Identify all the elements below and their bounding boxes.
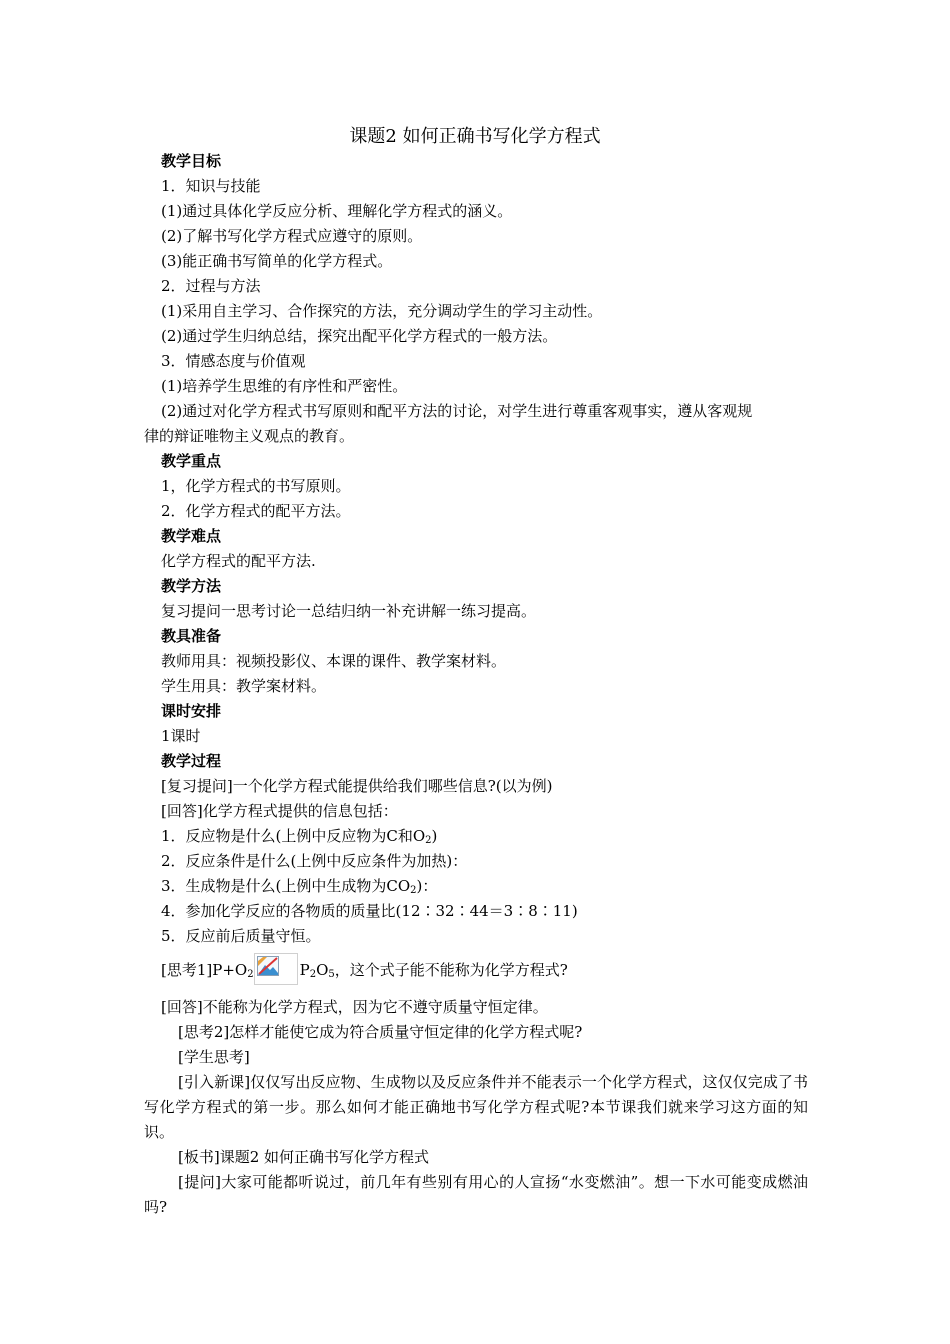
knowledge-item-2: (2)了解书写化学方程式应遵守的原则。 (161, 227, 423, 245)
info-item-1-close: ) (431, 827, 438, 845)
heading-teaching-goals: 教学目标 (161, 152, 222, 170)
answer-2: [回答]不能称为化学方程式，因为它不遵守质量守恒定律。 (161, 998, 548, 1016)
think1-subscript-5: 5 (328, 969, 335, 980)
info-item-3 (161, 875, 437, 897)
student-think: [学生思考] (178, 1048, 250, 1066)
think1-subscript-2: 2 (309, 969, 317, 980)
info-item-3-text: 3．生成物是什么(上例中生成物为CO (161, 877, 411, 895)
heading-process: 教学过程 (161, 752, 222, 770)
think1-product-p: P (299, 961, 310, 979)
info-item-1-subscript: 2 (425, 835, 432, 846)
info-item-3-close: )： (416, 877, 438, 895)
process-method-heading: 2．过程与方法 (161, 277, 261, 295)
knowledge-skills-heading: 1．知识与技能 (161, 177, 261, 195)
attitude-item-2-line2: 律的辩证唯物主义观点的教育。 (144, 427, 355, 445)
key-point-1: 1，化学方程式的书写原则。 (161, 477, 351, 495)
question-paragraph: [提问]大家可能都听说过，前几年有些别有用心的人宣扬“水变燃油”。想一下水可能变成燃油吗? (144, 1173, 808, 1216)
document-title: 课题2 如何正确书写化学方程式 (349, 126, 601, 147)
think1-subscript-o2: 2 (247, 969, 254, 980)
think-question-2: [思考2]怎样才能使它成为符合质量守恒定律的化学方程式呢? (178, 1023, 583, 1041)
think1-question-text: ，这个式子能不能称为化学方程式? (334, 961, 568, 979)
info-item-3-subscript: 2 (410, 885, 417, 896)
method-item: 复习提问一思考讨论一总结归纳一补充讲解一练习提高。 (161, 602, 537, 620)
difficulty-item: 化学方程式的配平方法. (161, 552, 316, 570)
process-item-1: (1)采用自主学习、合作探究的方法，充分调动学生的学习主动性。 (161, 302, 603, 320)
think1-formula-left: [思考1]P+O (161, 961, 248, 979)
think1-product-o: O (316, 961, 329, 979)
heading-methods: 教学方法 (161, 577, 222, 595)
heading-difficulties: 教学难点 (161, 527, 222, 545)
info-item-5: 5．反应前后质量守恒。 (161, 927, 321, 945)
process-item-2: (2)通过学生归纳总结，探究出配平化学方程式的一般方法。 (161, 327, 558, 345)
info-item-2: 2．反应条件是什么(上例中反应条件为加热)： (161, 852, 468, 870)
info-item-4: 4．参加化学反应的各物质的质量比(12∶32∶44＝3∶8∶11) (161, 902, 578, 920)
broken-image-icon (254, 953, 298, 985)
key-point-2: 2．化学方程式的配平方法。 (161, 502, 351, 520)
board-writing: [板书]课题2 如何正确书写化学方程式 (178, 1148, 430, 1166)
attitude-item-2-line1: (2)通过对化学方程式书写原则和配平方法的讨论，对学生进行尊重客观事实，遵从客观规 (161, 402, 753, 420)
attitude-heading: 3．情感态度与价值观 (161, 352, 306, 370)
answer-intro: [回答]化学方程式提供的信息包括： (161, 802, 398, 820)
info-item-1-text: 1．反应物是什么(上例中反应物为C和O (161, 827, 426, 845)
heading-key-points: 教学重点 (161, 452, 222, 470)
knowledge-item-1: (1)通过具体化学反应分析、理解化学方程式的涵义。 (161, 202, 513, 220)
heading-tools: 教具准备 (161, 627, 222, 645)
think-question-1 (161, 953, 568, 985)
review-question: [复习提问]一个化学方程式能提供给我们哪些信息?(以为例) (161, 777, 553, 795)
info-item-1 (161, 825, 437, 847)
tools-teacher: 教师用具：视频投影仪、本课的课件、教学案材料。 (161, 652, 507, 670)
schedule-item: 1课时 (161, 727, 201, 745)
knowledge-item-3: (3)能正确书写简单的化学方程式。 (161, 252, 393, 270)
intro-new-lesson: [引入新课]仅仅写出反应物、生成物以及反应条件并不能表示一个化学方程式，这仅仅完成了书写化学方程式的第一步。那么如何才能正确地书写化学方程式呢?本节课我们就来学习这方面的知识。 (144, 1073, 808, 1141)
heading-schedule: 课时安排 (161, 702, 222, 720)
attitude-item-1: (1)培养学生思维的有序性和严密性。 (161, 377, 408, 395)
tools-student: 学生用具：教学案材料。 (161, 677, 327, 695)
